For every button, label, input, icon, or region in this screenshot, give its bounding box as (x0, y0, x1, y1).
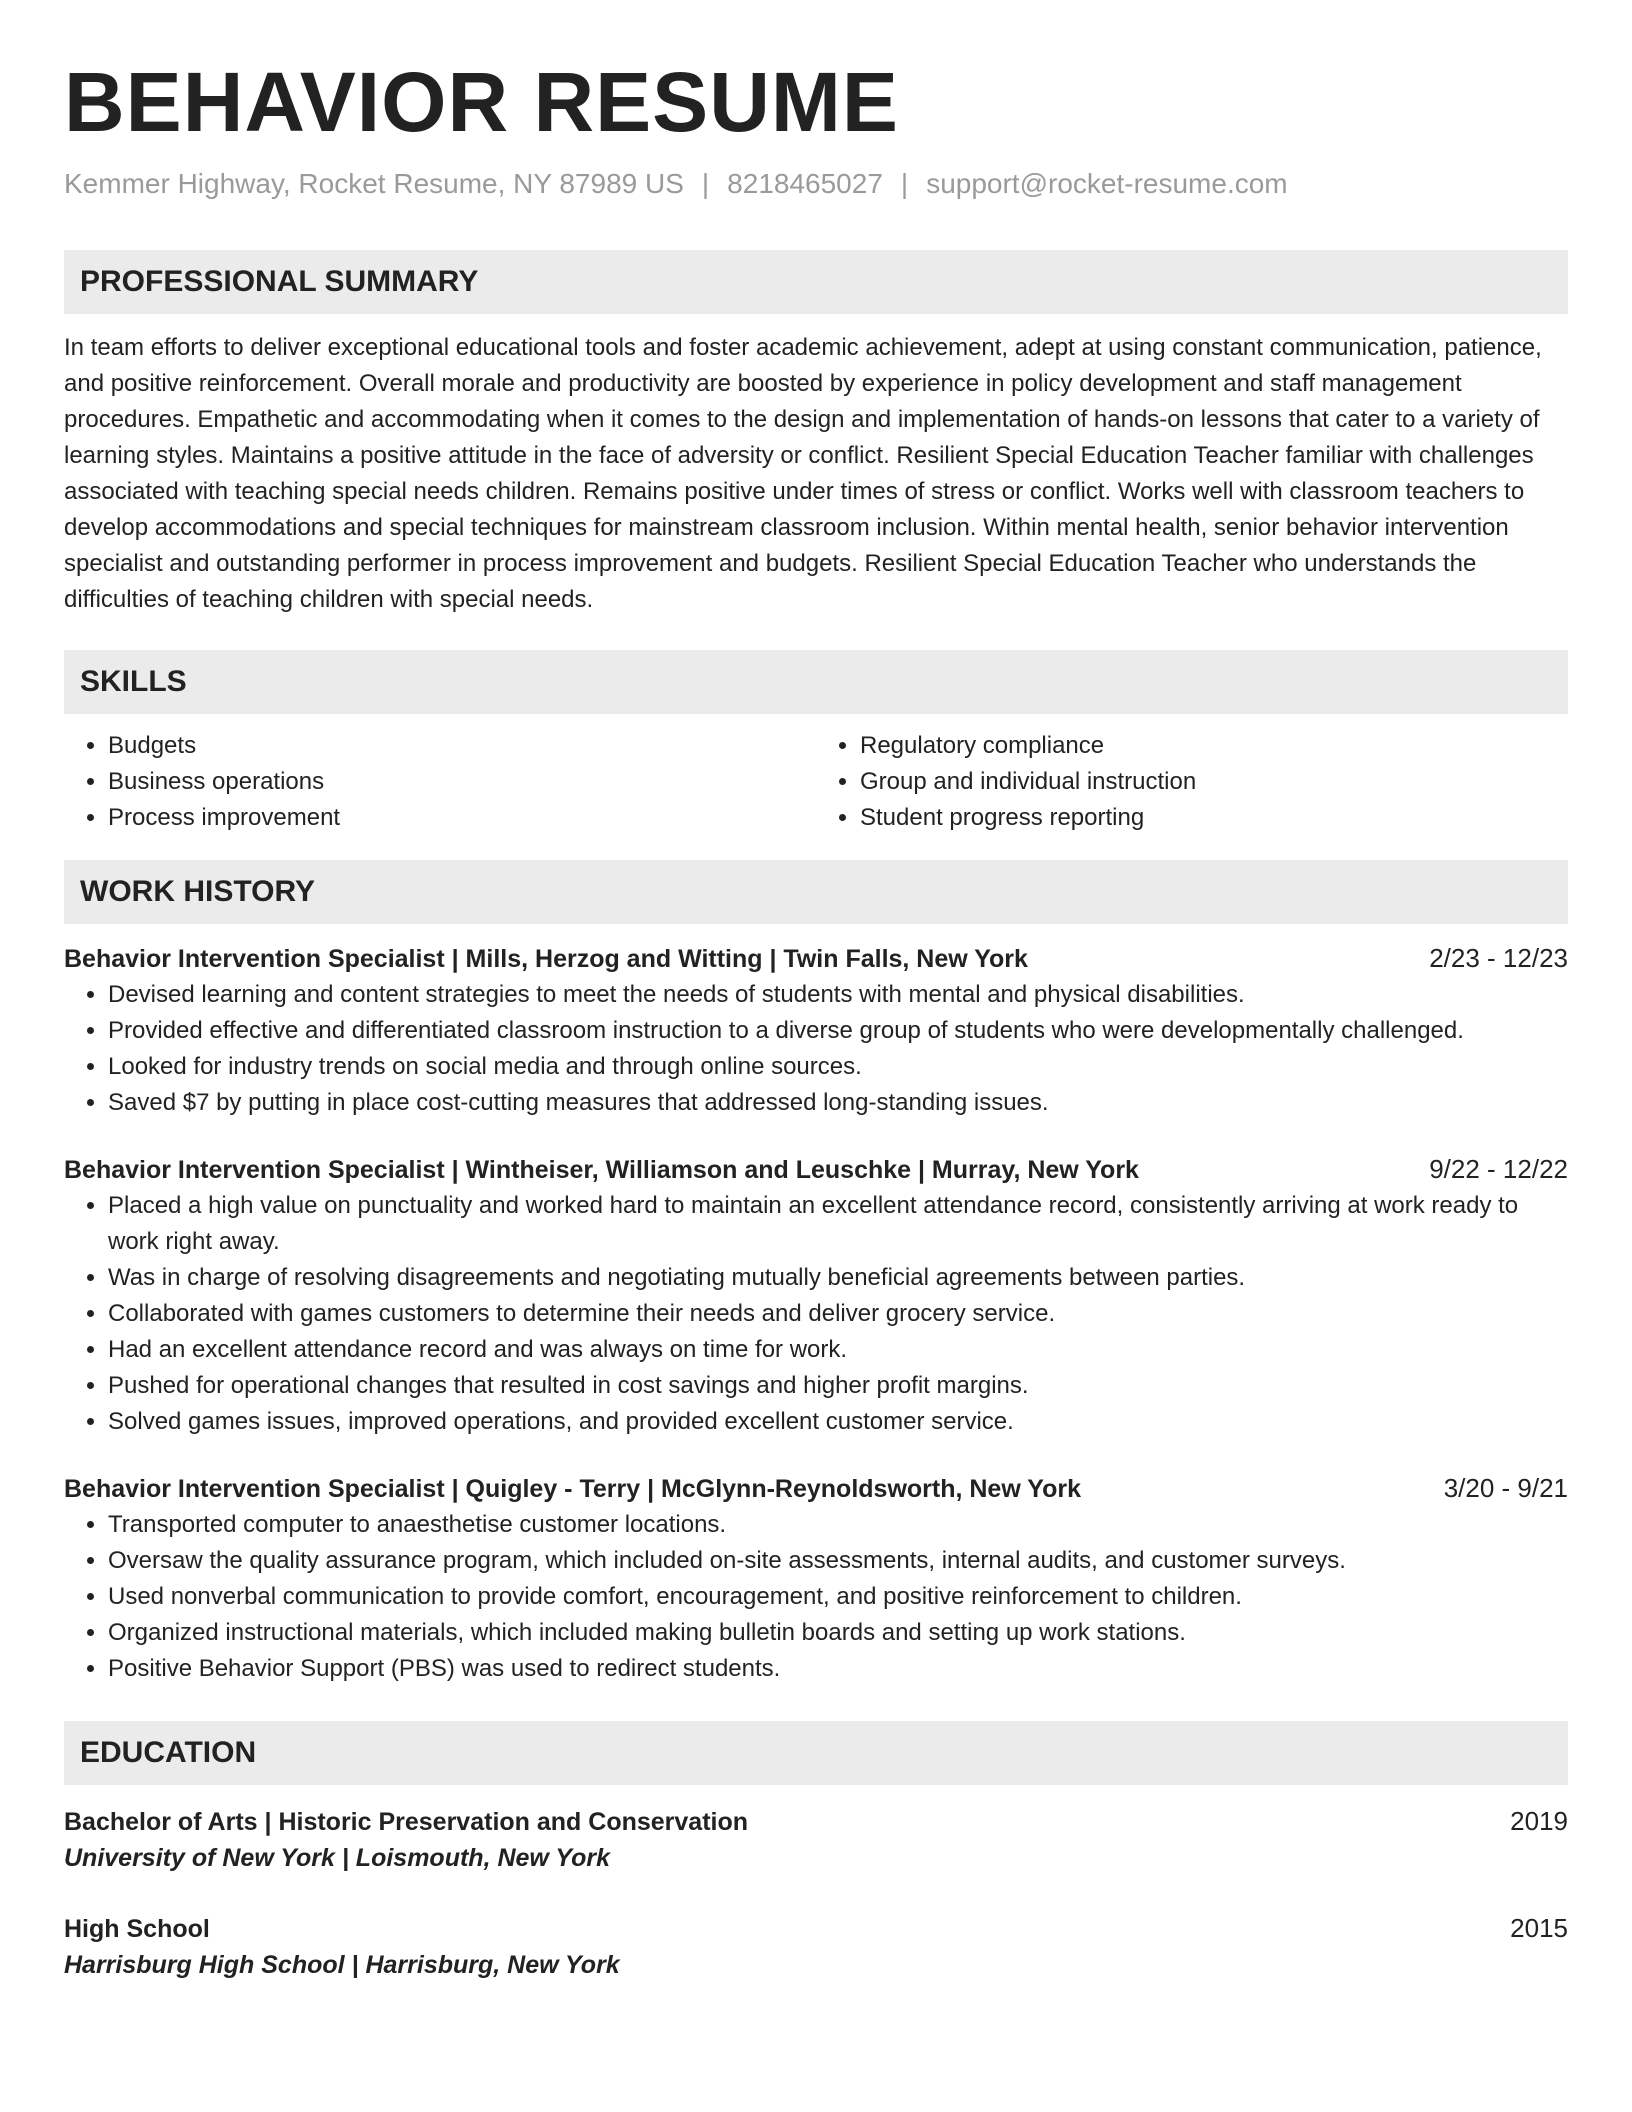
skill-item: • Regulatory compliance (860, 728, 1568, 764)
education-heading: EDUCATION (64, 1721, 1568, 1785)
job-bullet: • Pushed for operational changes that resulted in cost savings and higher profit margins. (108, 1368, 1568, 1404)
education-header (64, 1803, 1568, 1840)
education-header (64, 1910, 1568, 1947)
job-title: Behavior Intervention Specialist | Quigley - Terry | McGlynn-Reynoldsworth, New York (64, 1475, 1081, 1504)
education-school: University of New York | Loismouth, New York (64, 1844, 611, 1873)
resume-title: BEHAVIOR RESUME (64, 55, 899, 149)
skill-item: • Business operations (108, 764, 816, 800)
skills-column-left (64, 728, 816, 836)
job-bullets (64, 1188, 1568, 1440)
job-header (64, 1470, 1568, 1507)
job-bullet: • Collaborated with games customers to determine their needs and deliver grocery service. (108, 1296, 1568, 1332)
skills-heading: SKILLS (64, 650, 1568, 714)
education-year: 2019 (1510, 1806, 1568, 1837)
job-bullets (64, 977, 1568, 1121)
contact-separator: | (701, 167, 710, 199)
education-entry (64, 1910, 1568, 1983)
contact-phone: 8218465027 (727, 167, 883, 199)
summary-heading: PROFESSIONAL SUMMARY (64, 250, 1568, 314)
job-bullet: • Used nonverbal communication to provide comfort, encouragement, and positive reinforcement to children. (108, 1579, 1568, 1615)
skill-item: • Budgets (108, 728, 816, 764)
education-degree: Bachelor of Arts | Historic Preservation and Conservation (64, 1808, 749, 1837)
job-bullet: • Transported computer to anaesthetise customer locations. (108, 1507, 1568, 1543)
job-dates: 2/23 - 12/23 (1429, 943, 1568, 974)
work-heading: WORK HISTORY (64, 860, 1568, 924)
skills-list (64, 728, 1568, 836)
contact-line (64, 167, 1568, 201)
skill-item: • Group and individual instruction (860, 764, 1568, 800)
skills-column-right (816, 728, 1568, 836)
job-header (64, 1151, 1568, 1188)
education-year: 2015 (1510, 1913, 1568, 1944)
contact-address: Kemmer Highway, Rocket Resume, NY 87989 US (64, 167, 684, 199)
job-bullet: • Positive Behavior Support (PBS) was used to redirect students. (108, 1651, 1568, 1687)
job-bullet: • Saved $7 by putting in place cost-cutting measures that addressed long-standing issues. (108, 1085, 1568, 1121)
job-bullet: • Solved games issues, improved operations, and provided excellent customer service. (108, 1404, 1568, 1440)
job-dates: 3/20 - 9/21 (1443, 1473, 1568, 1504)
contact-separator: | (900, 167, 909, 199)
job-bullet: • Provided effective and differentiated classroom instruction to a diverse group of students who were developmentally challenged. (108, 1013, 1568, 1049)
job-title: Behavior Intervention Specialist | Mills, Herzog and Witting | Twin Falls, New York (64, 945, 1028, 974)
job-bullet: • Placed a high value on punctuality and worked hard to maintain an excellent attendance record, consistently arriving at work ready to work right away. (108, 1188, 1568, 1260)
job-bullet: • Was in charge of resolving disagreements and negotiating mutually beneficial agreements between parties. (108, 1260, 1568, 1296)
education-school: Harrisburg High School | Harrisburg, New York (64, 1951, 620, 1980)
contact-email: support@rocket-resume.com (926, 167, 1288, 199)
skill-item: • Process improvement (108, 800, 816, 836)
job-bullets (64, 1507, 1568, 1687)
job-bullet: • Looked for industry trends on social media and through online sources. (108, 1049, 1568, 1085)
job-bullet: • Had an excellent attendance record and was always on time for work. (108, 1332, 1568, 1368)
summary-text: In team efforts to deliver exceptional educational tools and foster academic achievement, adept at using constant communication, patience, and positive reinforcement. Overall morale and productivity are boosted by experience in policy development and staff management procedures. Empathetic and accommodating when it comes to the design and implementation of hands-on lessons that cater to a variety of learning styles. Maintains a positive attitude in the face of adversity or conflict. Resilient Special Education Teacher familiar with challenges associated with teaching special needs children. Remains positive under times of stress or conflict. Works well with classroom teachers to develop accommodations and special techniques for mainstream classroom inclusion. Within mental health, senior behavior intervention specialist and outstanding performer in process improvement and budgets. Resilient Special Education Teacher who understands the difficulties of teaching children with special needs. (64, 334, 1542, 614)
job-title: Behavior Intervention Specialist | Wintheiser, Williamson and Leuschke | Murray, New York (64, 1156, 1139, 1185)
job-dates: 9/22 - 12/22 (1429, 1154, 1568, 1185)
job-bullet: • Devised learning and content strategies to meet the needs of students with mental and physical disabilities. (108, 977, 1568, 1013)
education-degree: High School (64, 1915, 210, 1944)
skill-item: • Student progress reporting (860, 800, 1568, 836)
job-bullet: • Oversaw the quality assurance program, which included on-site assessments, internal audits, and customer surveys. (108, 1543, 1568, 1579)
education-entry (64, 1803, 1568, 1876)
job-bullet: • Organized instructional materials, which included making bulletin boards and setting up work stations. (108, 1615, 1568, 1651)
job-header (64, 940, 1568, 977)
